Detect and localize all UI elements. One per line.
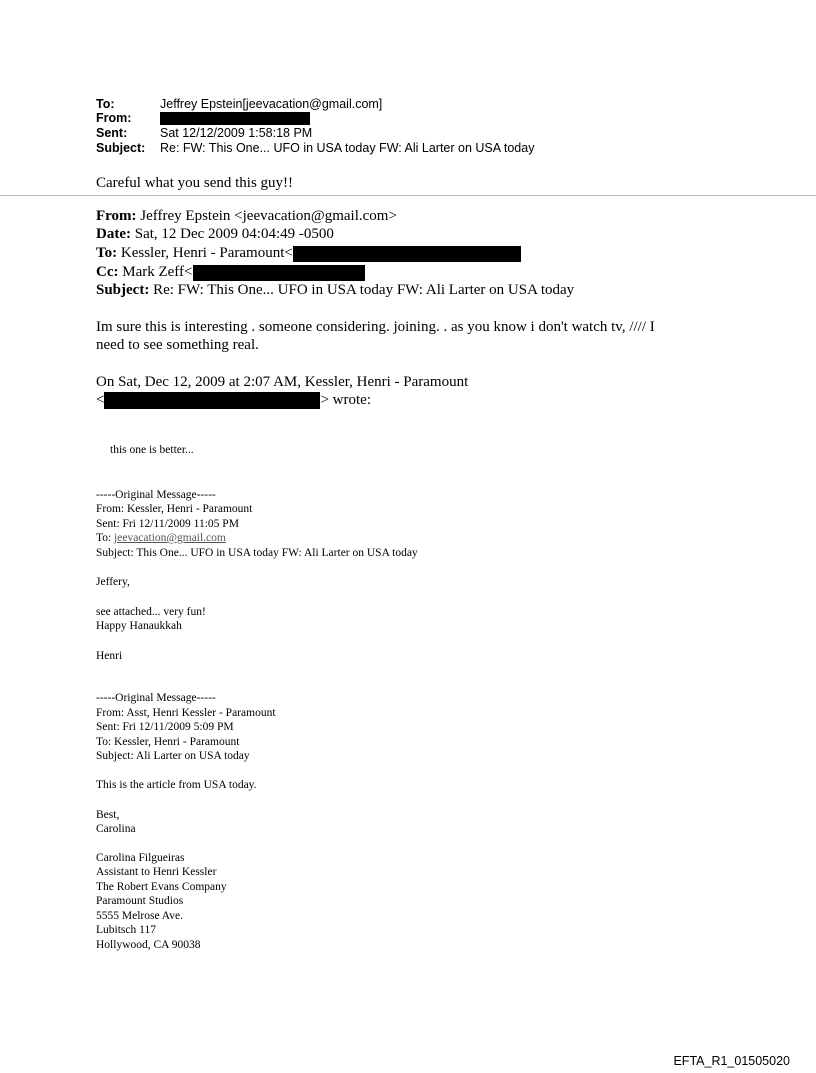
signoff: Henri xyxy=(96,650,123,662)
orig-sent: Sent: Fri 12/11/2009 5:09 PM xyxy=(96,721,234,733)
quoted-subject-row xyxy=(96,281,574,299)
original-separator: -----Original Message----- xyxy=(96,489,216,501)
quoted-from-value: Jeffrey Epstein <jeevacation@gmail.com> xyxy=(140,208,397,224)
sent-label: Sent: xyxy=(96,126,128,140)
body-line: Im sure this is interesting . someone considering. joining. . as you know i don't watch tv, //// I xyxy=(96,319,655,335)
subject-label: Subject: xyxy=(96,141,146,155)
body-line: This is the article from USA today. xyxy=(96,779,257,791)
to-value: Jeffrey Epstein[jeevacation@gmail.com] xyxy=(160,97,383,111)
header-subject-row xyxy=(96,141,534,155)
quoted-cc-row xyxy=(96,263,365,281)
signature-line: Hollywood, CA 90038 xyxy=(96,939,201,951)
quoted-subject-value: Re: FW: This One... UFO in USA today FW: Ali Larter on USA today xyxy=(153,282,575,298)
wrote-text: > wrote: xyxy=(320,392,371,408)
quoted-to-label: To: xyxy=(96,245,118,261)
redaction-bar xyxy=(160,112,310,125)
quoted-subject-label: Subject: xyxy=(96,282,150,298)
redaction-bar xyxy=(193,265,365,281)
original-separator: -----Original Message----- xyxy=(96,692,216,704)
quoted-from-row xyxy=(96,207,397,225)
sent-value: Sat 12/12/2009 1:58:18 PM xyxy=(160,126,313,140)
signature-line: Assistant to Henri Kessler xyxy=(96,866,217,878)
body-line: Happy Hanaukkah xyxy=(96,620,182,632)
quoted-cc-value: Mark Zeff xyxy=(122,264,185,280)
quoted-to-bracket: < xyxy=(284,245,293,261)
quoted-date-value: Sat, 12 Dec 2009 04:04:49 -0500 xyxy=(134,226,334,242)
orig-to-label: To: xyxy=(96,532,115,544)
orig-to: To: Kessler, Henri - Paramount xyxy=(96,736,240,748)
redaction-bar xyxy=(293,246,521,262)
quoted-date-label: Date: xyxy=(96,226,131,242)
body-line: need to see something real. xyxy=(96,337,259,353)
document-id: EFTA_R1_01505020 xyxy=(673,1054,790,1068)
signoff: Best, xyxy=(96,809,120,821)
orig-sent: Sent: Fri 12/11/2009 11:05 PM xyxy=(96,518,239,530)
header-sent-row xyxy=(96,126,312,140)
subject-value: Re: FW: This One... UFO in USA today FW: Ali Larter on USA today xyxy=(160,141,535,155)
signature-line: The Robert Evans Company xyxy=(96,881,227,893)
header-from-row xyxy=(96,111,310,125)
signature-line: 5555 Melrose Ave. xyxy=(96,910,183,922)
quoted-cc-bracket: < xyxy=(184,264,193,280)
divider xyxy=(0,195,816,196)
orig-subject: Subject: This One... UFO in USA today FW: Ali Larter on USA today xyxy=(96,547,418,559)
header-to-row xyxy=(96,97,382,111)
orig-subject: Subject: Ali Larter on USA today xyxy=(96,750,250,762)
quoted-cc-label: Cc: xyxy=(96,264,119,280)
orig-to-row xyxy=(96,531,226,546)
quoted-to-row xyxy=(96,244,521,262)
signature-line: Lubitsch 117 xyxy=(96,924,156,936)
orig-from: From: Kessler, Henri - Paramount xyxy=(96,503,253,515)
signature-line: Carolina Filgueiras xyxy=(96,852,185,864)
signoff-name: Carolina xyxy=(96,823,136,835)
wrote-line xyxy=(96,391,371,409)
orig-from: From: Asst, Henri Kessler - Paramount xyxy=(96,707,276,719)
from-label: From: xyxy=(96,111,132,125)
signature-line: Paramount Studios xyxy=(96,895,184,907)
email-link[interactable]: jeevacation@gmail.com xyxy=(114,532,226,544)
redaction-bar xyxy=(104,392,320,409)
greeting: Jeffery, xyxy=(96,576,130,588)
wrote-bracket: < xyxy=(96,392,105,408)
quoted-date-row xyxy=(96,225,334,243)
body-line: see attached... very fun! xyxy=(96,606,206,618)
to-label: To: xyxy=(96,97,115,111)
reply-text: this one is better... xyxy=(110,444,194,456)
on-wrote-line: On Sat, Dec 12, 2009 at 2:07 AM, Kessler, Henri - Paramount xyxy=(96,374,469,390)
quoted-from-label: From: xyxy=(96,208,137,224)
quoted-to-value: Kessler, Henri - Paramount xyxy=(120,245,285,261)
top-message: Careful what you send this guy!! xyxy=(96,175,294,191)
